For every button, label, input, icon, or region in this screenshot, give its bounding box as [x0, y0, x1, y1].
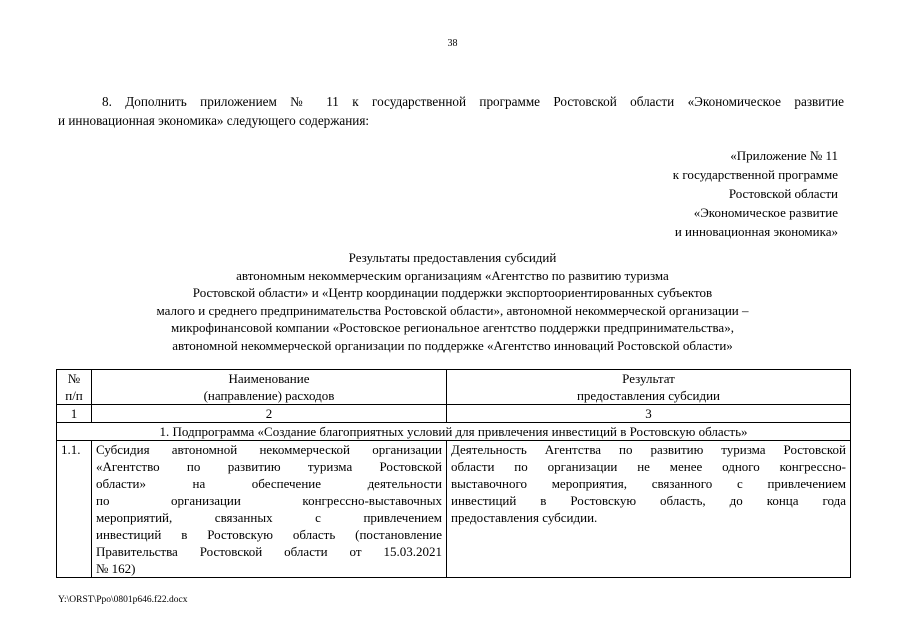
amendment-paragraph — [58, 92, 844, 130]
annex-line: к государственной программе — [672, 167, 838, 182]
paragraph-line: и инновационная экономика» следующего содержания: — [58, 113, 370, 128]
row-result-line: выставочного мероприятия, связанного с привлечением — [451, 476, 846, 491]
paragraph-line: 8. Дополнить приложением № 11 к государственной программе Ростовской области «Экономическое развитие — [102, 94, 844, 109]
heading-line: автономным некоммерческим организациям «Агентство по развитию туризма — [236, 267, 669, 283]
document-heading — [40, 249, 865, 355]
results-table — [56, 369, 851, 578]
row-result-line: области по организации не менее одного конгрессно- — [451, 459, 846, 474]
annex-line: Ростовской области — [728, 186, 838, 201]
row-name-line: № 162) — [96, 561, 136, 576]
header-text: Наименование — [228, 371, 310, 386]
heading-line: Ростовской области» и «Центр координации поддержки экспортоориентированных субъектов — [192, 285, 713, 301]
header-cell-result — [447, 370, 851, 405]
heading-line: микрофинансовой компании «Ростовское региональное агентство поддержки предпринимательства», — [171, 320, 734, 336]
annex-line: и инновационная экономика» — [674, 224, 838, 239]
table-header-row — [57, 370, 851, 405]
row-number: 1.1. — [57, 441, 92, 578]
row-name — [92, 441, 447, 578]
annex-line: «Экономическое развитие — [693, 205, 838, 220]
heading-line: Результаты предоставления субсидий — [348, 250, 557, 265]
file-path-footer: Y:\ORST\Ppo\0801p646.f22.docx — [58, 595, 188, 605]
heading-line: малого и среднего предпринимательства Ростовской области», автономной некоммерческой организации – — [156, 302, 749, 318]
header-text: № — [67, 371, 81, 386]
column-number: 1 — [57, 405, 92, 423]
row-name-line: Правительства Ростовской области от 15.03.2021 — [96, 544, 442, 559]
row-result-line: предоставления субсидии. — [451, 510, 598, 525]
row-name-line: «Агентство по развитию туризма Ростовской — [96, 459, 442, 474]
subprogram-title: 1. Подпрограмма «Создание благоприятных условий для привлечения инвестиций в Ростовскую область» — [57, 423, 851, 441]
header-cell-number — [57, 370, 92, 405]
annex-line: «Приложение № 11 — [730, 148, 838, 163]
header-text: предоставления субсидии — [576, 388, 721, 403]
subprogram-row — [57, 423, 851, 441]
page-number: 38 — [447, 38, 458, 49]
row-name-line: области» на обеспечение деятельности — [96, 476, 442, 491]
row-name-line: инвестиций в Ростовскую область (постановление — [96, 527, 442, 542]
header-cell-name — [92, 370, 447, 405]
table-row — [57, 441, 851, 578]
row-result — [447, 441, 851, 578]
row-name-line: мероприятий, связанных с привлечением — [96, 510, 442, 525]
row-name-line: по организации конгрессно-выставочных — [96, 493, 442, 508]
column-number: 3 — [447, 405, 851, 423]
heading-line: автономной некоммерческой организации по поддержке «Агентство инноваций Ростовской области» — [172, 337, 733, 353]
header-text: п/п — [65, 388, 83, 403]
annex-caption — [600, 146, 838, 241]
row-result-line: Деятельность Агентства по развитию туризма Ростовской — [451, 442, 846, 457]
column-number: 2 — [92, 405, 447, 423]
row-name-line: Субсидия автономной некоммерческой организации — [96, 442, 442, 457]
row-result-line: инвестиций в Ростовскую область, до конца года — [451, 493, 846, 508]
column-number-row — [57, 405, 851, 423]
header-text: Результат — [622, 371, 675, 386]
header-text: (направление) расходов — [203, 388, 335, 403]
